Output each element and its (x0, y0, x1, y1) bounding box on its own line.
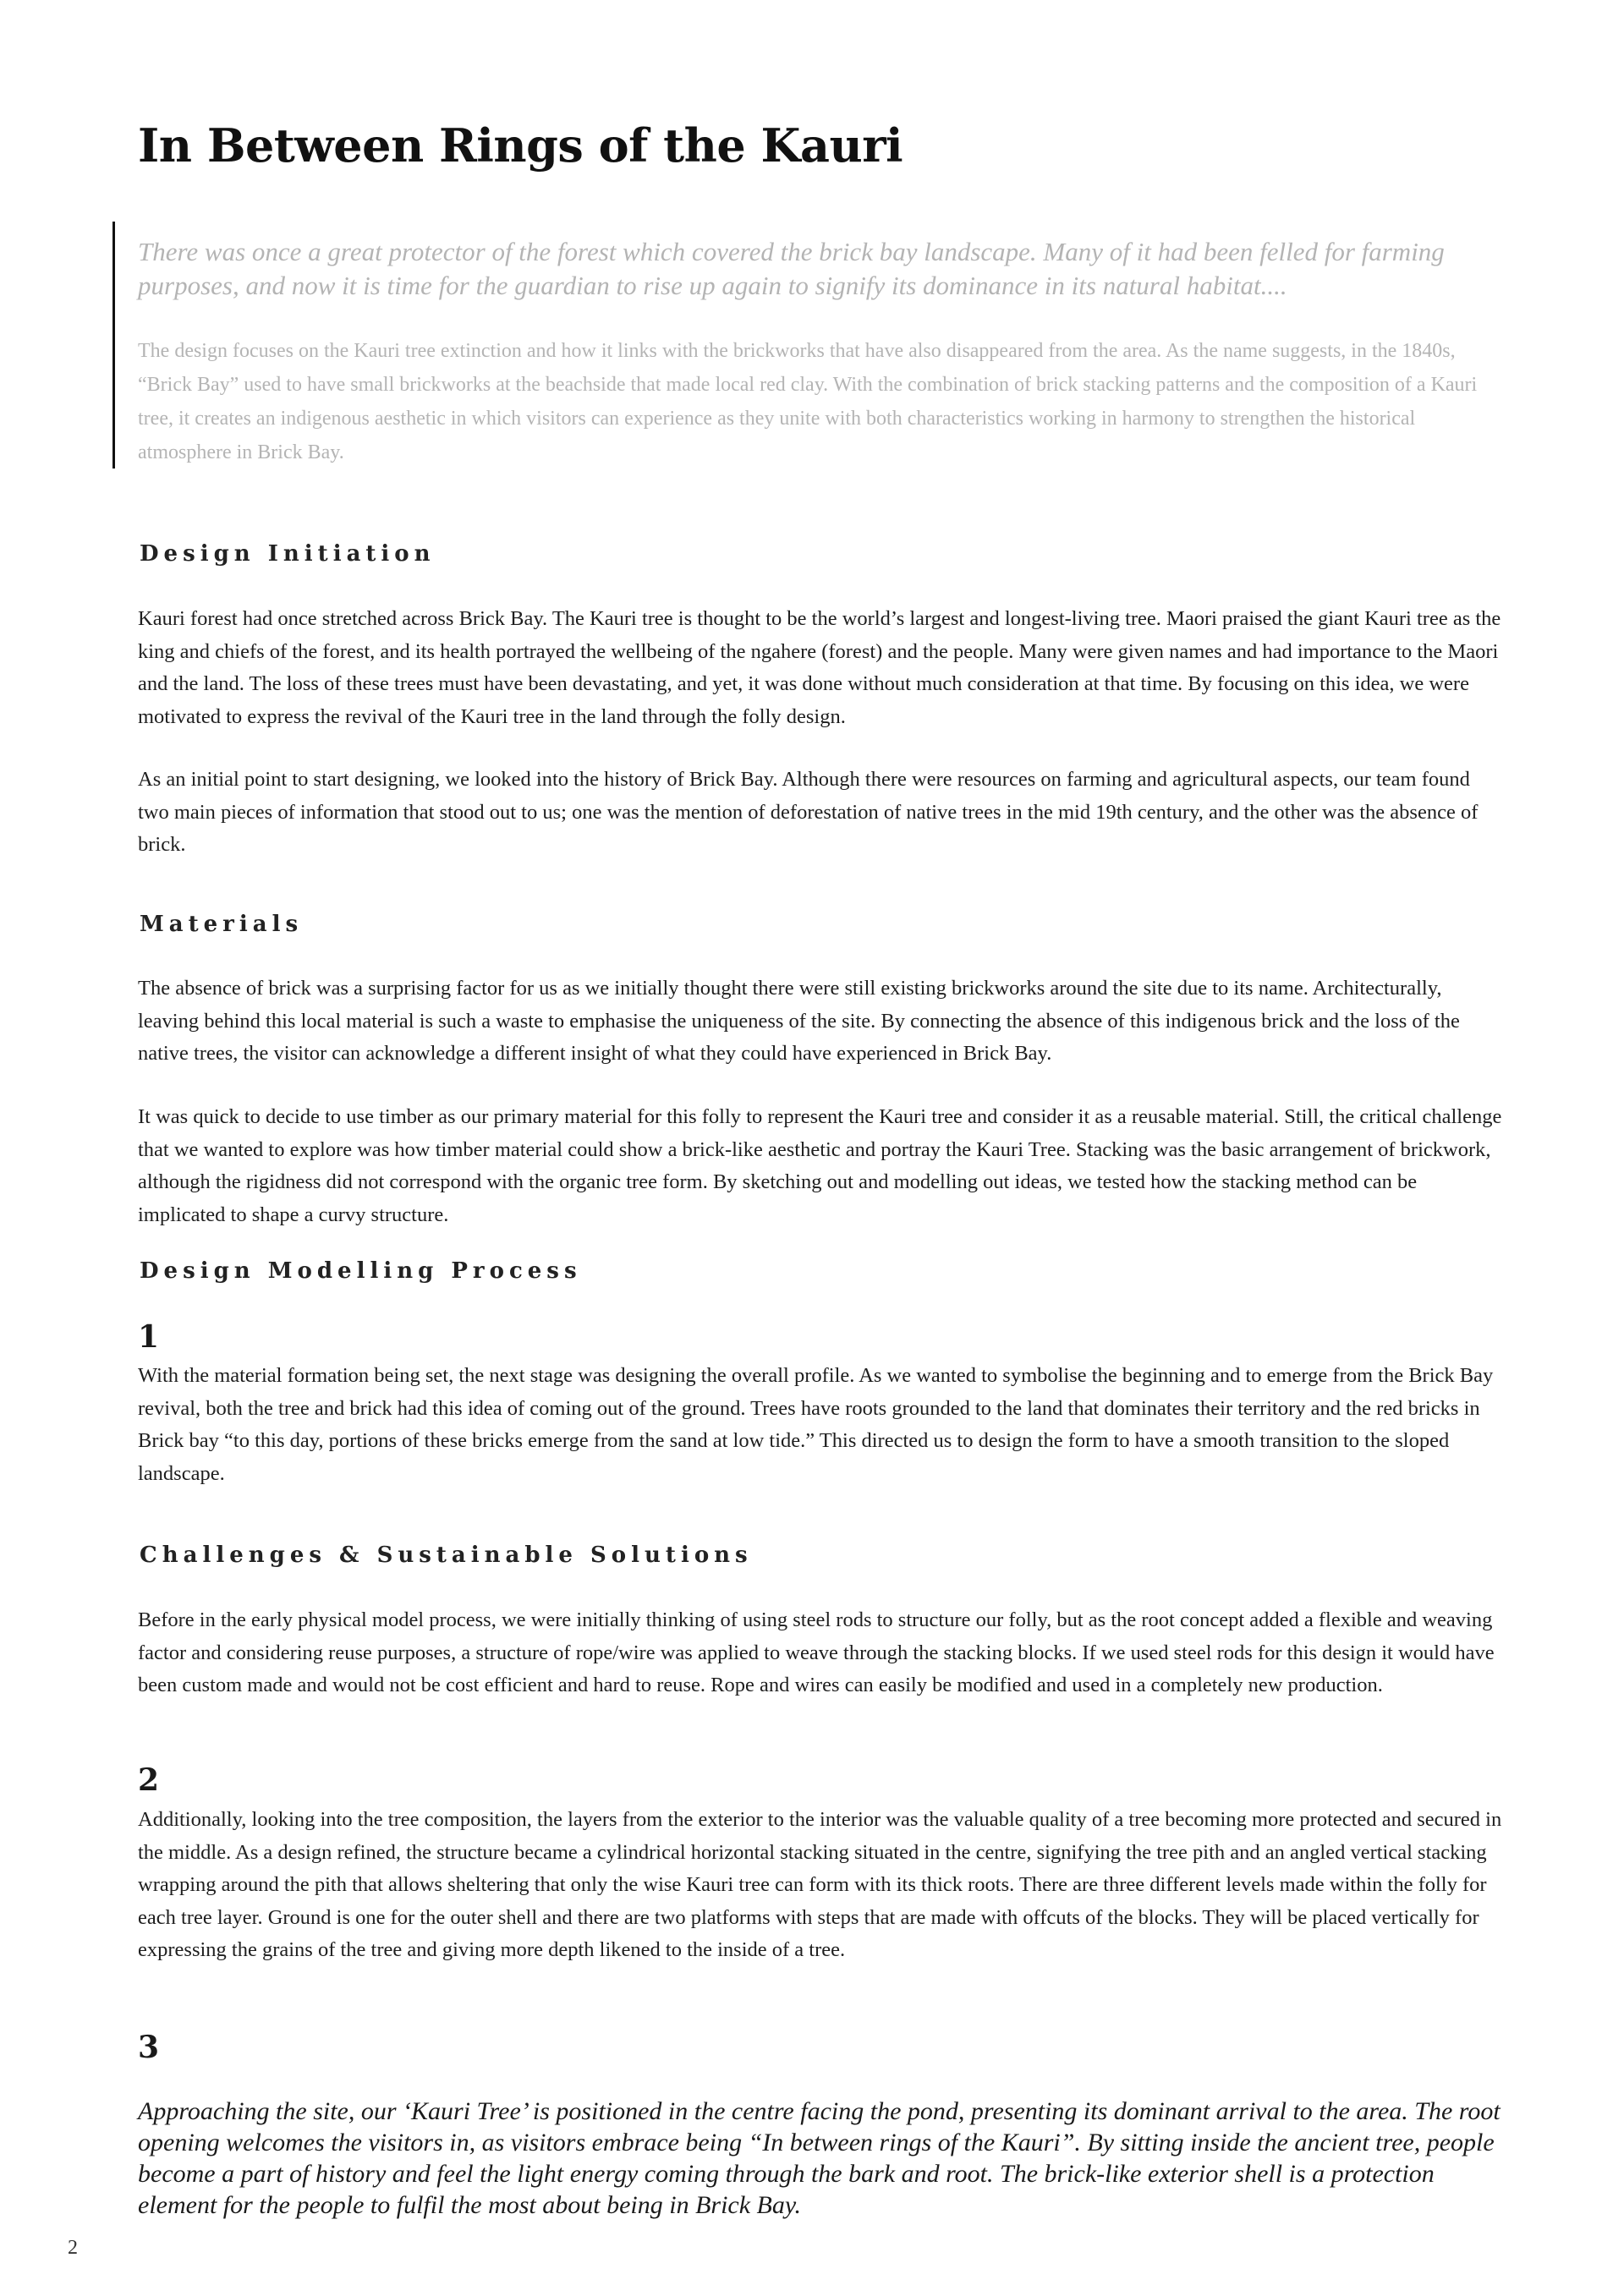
page-number: 2 (68, 2237, 78, 2259)
challenges-paragraph: Before in the early physical model process, we were initially thinking of using steel rods to structure our folly, but as the root concept added a flexible and weaving factor and considering reuse purposes, a structure of rope/wire was applied to weave through the stacking blocks. If we used steel rods for this design it would have been custom made and would not be cost efficient and hard to reuse. Rope and wires can easily be modified and used in a completely new production. (138, 1608, 1495, 1696)
heading-challenges-sustainable-solutions: Challenges & Sustainable Solutions (140, 1543, 753, 1568)
step-number-1: 1 (138, 1319, 160, 1355)
materials-paragraph-1: The absence of brick was a surprising factor for us as we initially thought there were still existing brickworks around the site due to its name. Architecturally, leaving behind this local material is such a waste to emphasise the uniqueness of the site. By connecting the absence of this indigenous brick and the loss of the native trees, the visitor can acknowledge a different insight of what they could have experienced in Brick Bay. (138, 977, 1460, 1065)
heading-design-initiation: Design Initiation (140, 541, 436, 567)
intro-quote-bar (112, 222, 115, 469)
design-initiation-paragraph-1: Kauri forest had once stretched across Brick Bay. The Kauri tree is thought to be the world’s largest and longest-living tree. Maori praised the giant Kauri tree as the king and chiefs of the forest, and its health portrayed the wellbeing of the ngahere (forest) and the people. Many were given names and had importance to the Maori and the land. The loss of these trees must have been devastating, and yet, it was done without much consideration at that time. By focusing on this idea, we were motivated to express the revival of the Kauri tree in the land through the folly design. (138, 607, 1501, 728)
page-title: In Between Rings of the Kauri (138, 118, 903, 173)
materials-paragraph-2: It was quick to decide to use timber as our primary material for this folly to represent the Kauri tree and consider it as a reusable material. Still, the critical challenge that we wanted to explore was how timber material could show a brick-like aesthetic and portray the Kauri Tree. Stacking was the basic arrangement of brickwork, although the rigidness did not correspond with the organic tree form. By sketching out and modelling out ideas, we tested how the stacking method can be implicated to shape a curvy structure. (138, 1105, 1502, 1226)
heading-materials: Materials (140, 912, 304, 937)
intro-quote: There was once a great protector of the forest which covered the brick bay landscape. Many of it had been felled for farming purposes, and now it is time for the guardian to rise up again to signify its dominance in its natural habitat.... (138, 237, 1445, 300)
step-number-2: 2 (138, 1762, 160, 1798)
closing-italic-paragraph: Approaching the site, our ‘Kauri Tree’ is positioned in the centre facing the pond, presenting its dominant arrival to the area. The root opening welcomes the visitors in, as visitors embrace being “In between rings of the Kauri”. By sitting inside the ancient tree, people become a part of history and feel the light energy coming through the bark and root. The brick-like exterior shell is a protection element for the people to fulfil the most about being in Brick Bay. (138, 2097, 1501, 2219)
step-number-3: 3 (138, 2030, 160, 2065)
challenges-step-2-paragraph: Additionally, looking into the tree composition, the layers from the exterior to the interior was the valuable quality of a tree becoming more protected and secured in the middle. As a design refined, the structure became a cylindrical horizontal stacking situated in the centre, signifying the tree pith and an angled vertical stacking wrapping around the pith that allows sheltering that only the wise Kauri tree can form with its thick roots. There are three different levels made within the folly for each tree layer. Ground is one for the outer shell and there are two platforms with steps that are made with offcuts of the blocks. They will be placed vertically for expressing the grains of the tree and giving more depth likened to the inside of a tree. (138, 1808, 1502, 1961)
design-initiation-paragraph-2: As an initial point to start designing, we looked into the history of Brick Bay. Although there were resources on farming and agricultural aspects, our team found two main pieces of information that stood out to us; one was the mention of deforestation of native trees in the mid 19th century, and the other was the absence of brick. (138, 768, 1479, 856)
design-modelling-paragraph: With the material formation being set, the next stage was designing the overall profile. As we wanted to symbolise the beginning and to emerge from the Brick Bay revival, both the tree and brick had this idea of coming out of the ground. Trees have roots grounded to the land that dominates their territory and the red bricks in Brick bay “to this day, portions of these bricks emerge from the sand at low tide.” This directed us to design the form to have a smooth transition to the sloped landscape. (138, 1364, 1494, 1485)
intro-summary: The design focuses on the Kauri tree extinction and how it links with the brickworks that have also disappeared from the area. As the name suggests, in the 1840s, “Brick Bay” used to have small brickworks at the beachside that made local red clay. With the combination of brick stacking patterns and the composition of a Kauri tree, it creates an indigenous aesthetic in which visitors can experience as they unite with both characteristics working in harmony to strengthen the historical atmosphere in Brick Bay. (138, 340, 1478, 463)
heading-design-modelling-process: Design Modelling Process (140, 1258, 582, 1284)
